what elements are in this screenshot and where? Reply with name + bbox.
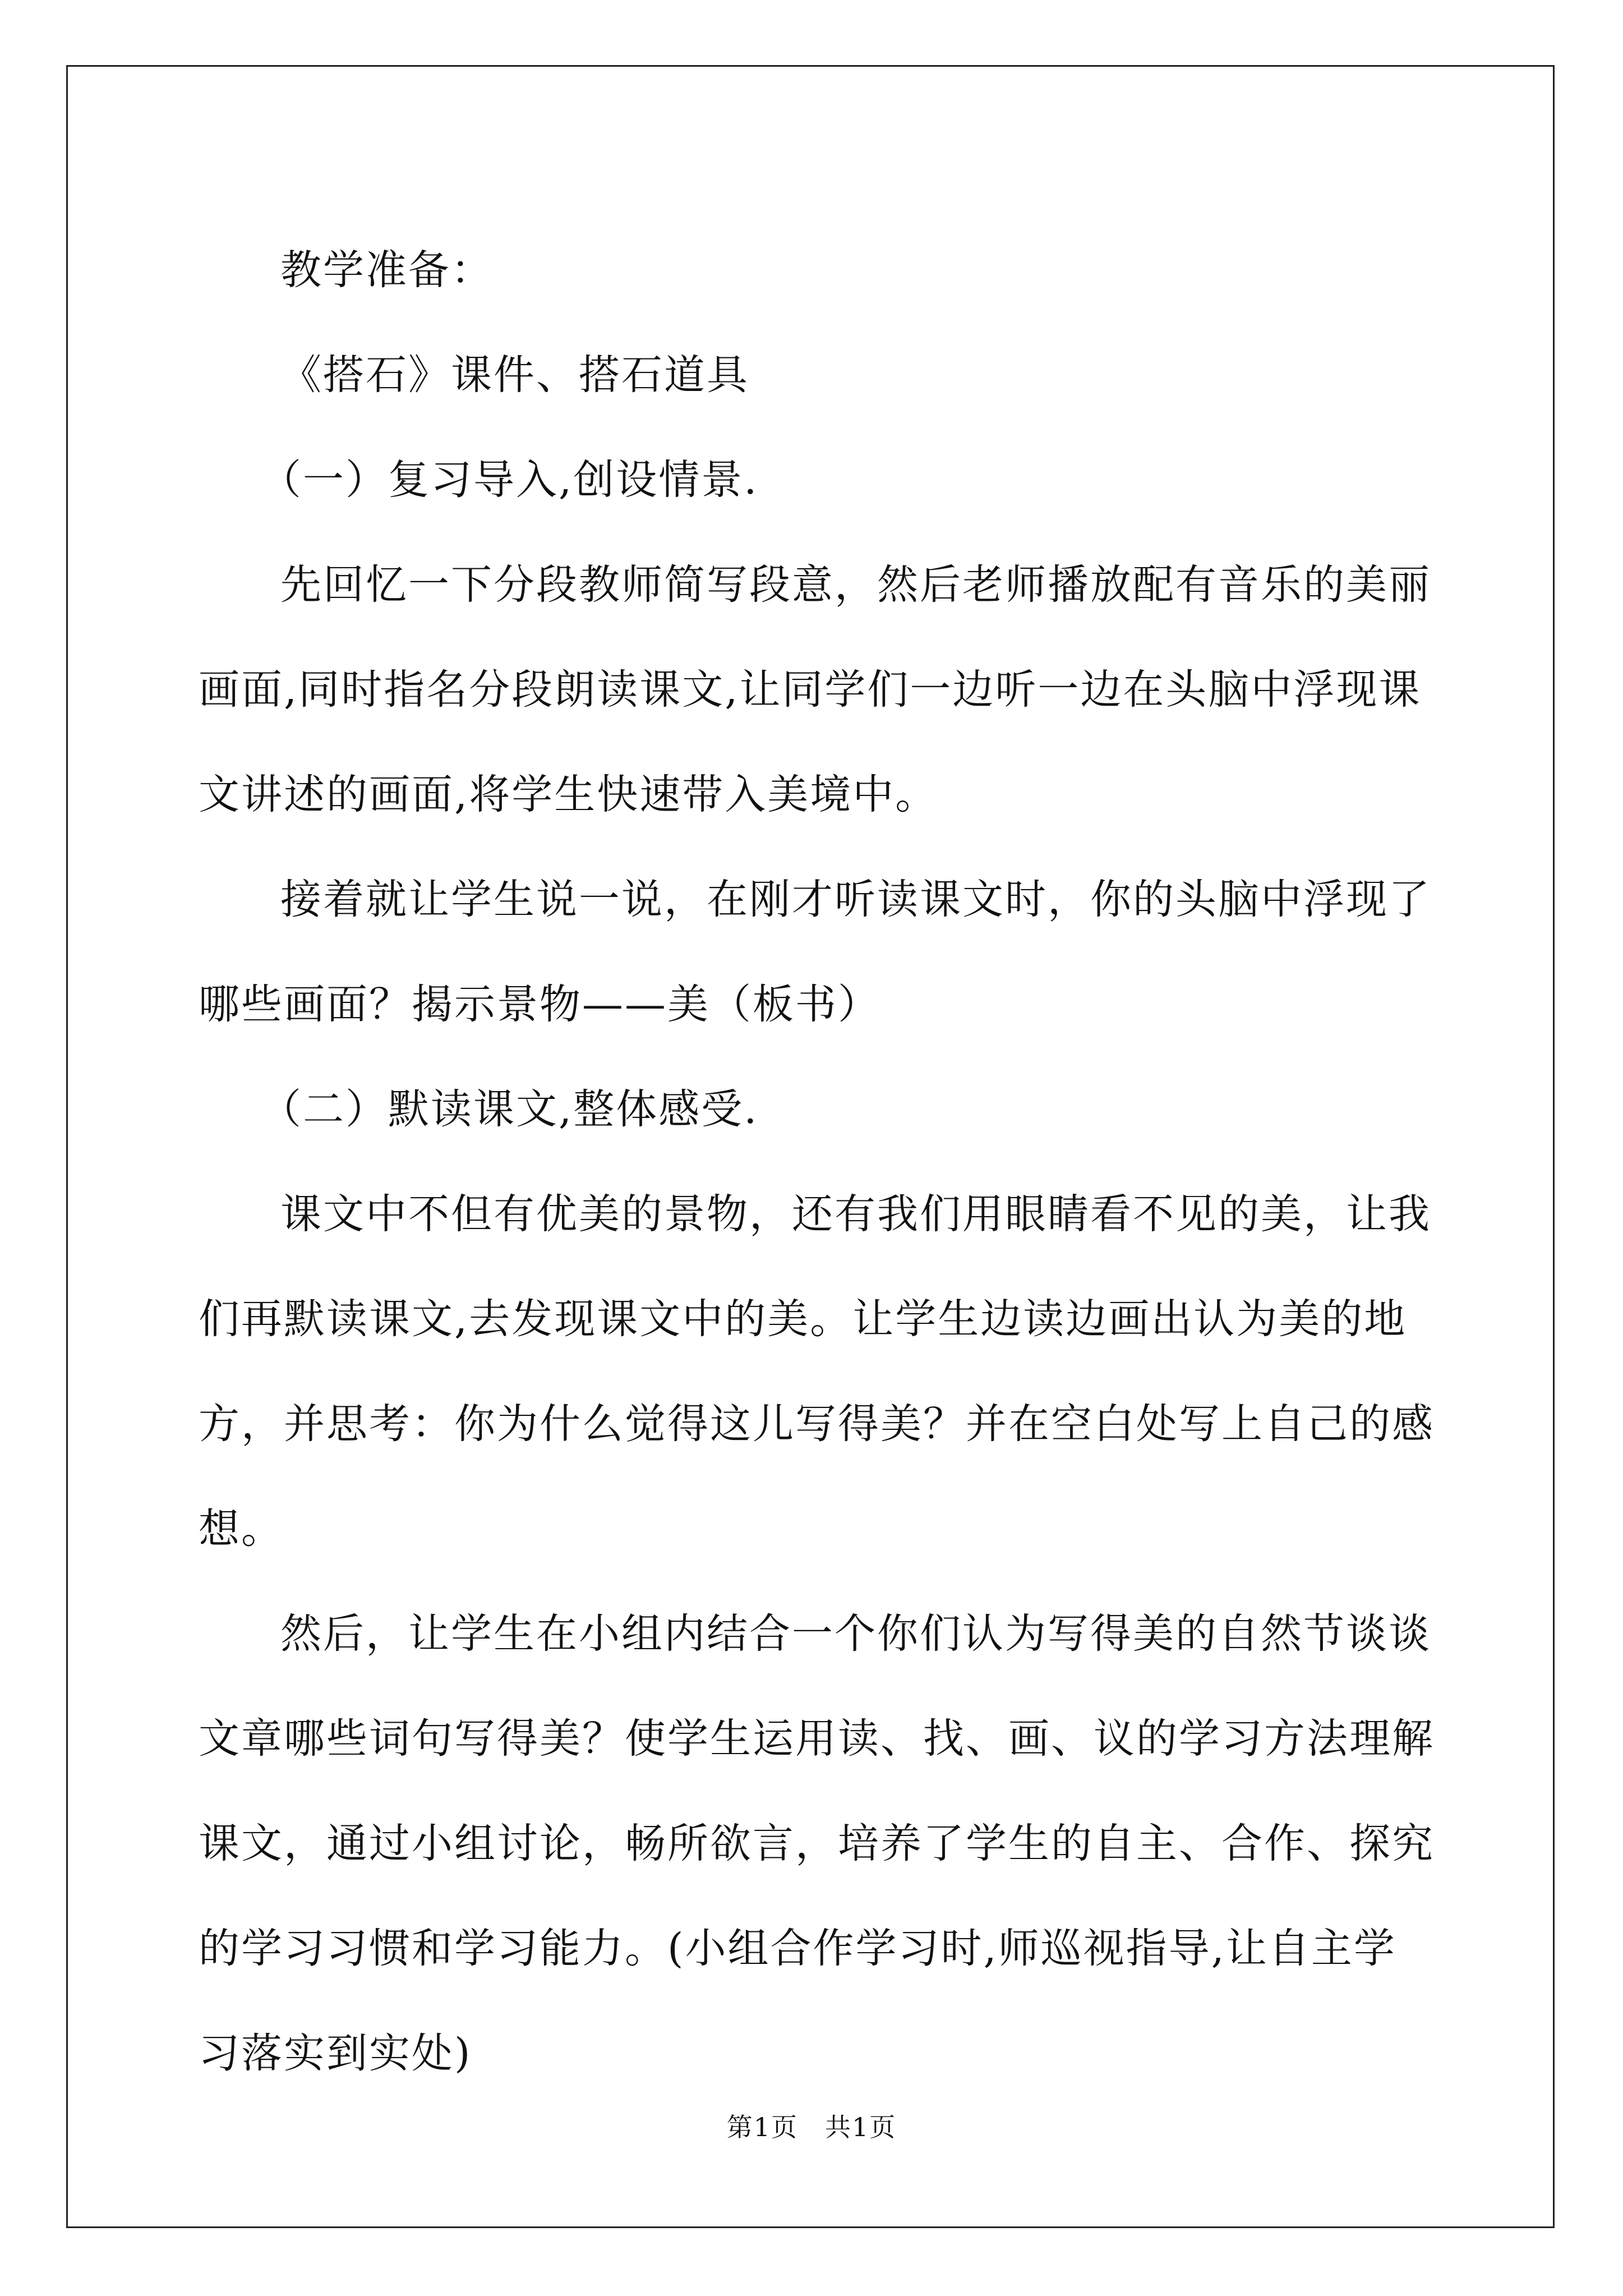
section-heading-2: （二）默读课文,整体感受.	[260, 1085, 759, 1133]
paragraph-materials: 《搭石》课件、搭石道具	[280, 351, 749, 399]
paragraph-silent-reading: 课文中不但有优美的景物，还有我们用眼睛看不见的美，让我们再默读课文,去发现课文中的美。让学生边读边画出认为美的地方，并思考：你为什么觉得这儿写得美？并在空白处写上自己的感想。	[199, 1190, 1435, 1553]
paragraph-teaching-prep: 教学准备：	[280, 246, 494, 294]
page-footer: 第1页 共1页	[726, 2112, 897, 2142]
paragraph-group-work: 然后，让学生在小组内结合一个你们认为写得美的自然节谈谈文章哪些词句写得美？使学生运用读、找、画、议的学习方法理解课文，通过小组讨论，畅所欲言，培养了学生的自主、合作、探究的学习习惯和学习能力。(小组合作学习时,师巡视指导,让自主学习落实到实处)	[199, 1610, 1435, 2077]
section-heading-1: （一）复习导入,创设情景.	[260, 456, 759, 504]
document-body	[199, 218, 1436, 2106]
paragraph-review-intro: 先回忆一下分段教师简写段意，然后老师播放配有音乐的美丽画面,同时指名分段朗读课文,让同学们一边听一边在头脑中浮现课文讲述的画面,将学生快速带入美境中。	[199, 561, 1431, 818]
paragraph-discussion: 接着就让学生说一说，在刚才听读课文时，你的头脑中浮现了哪些画面？揭示景物——美（板书）	[199, 876, 1431, 1028]
